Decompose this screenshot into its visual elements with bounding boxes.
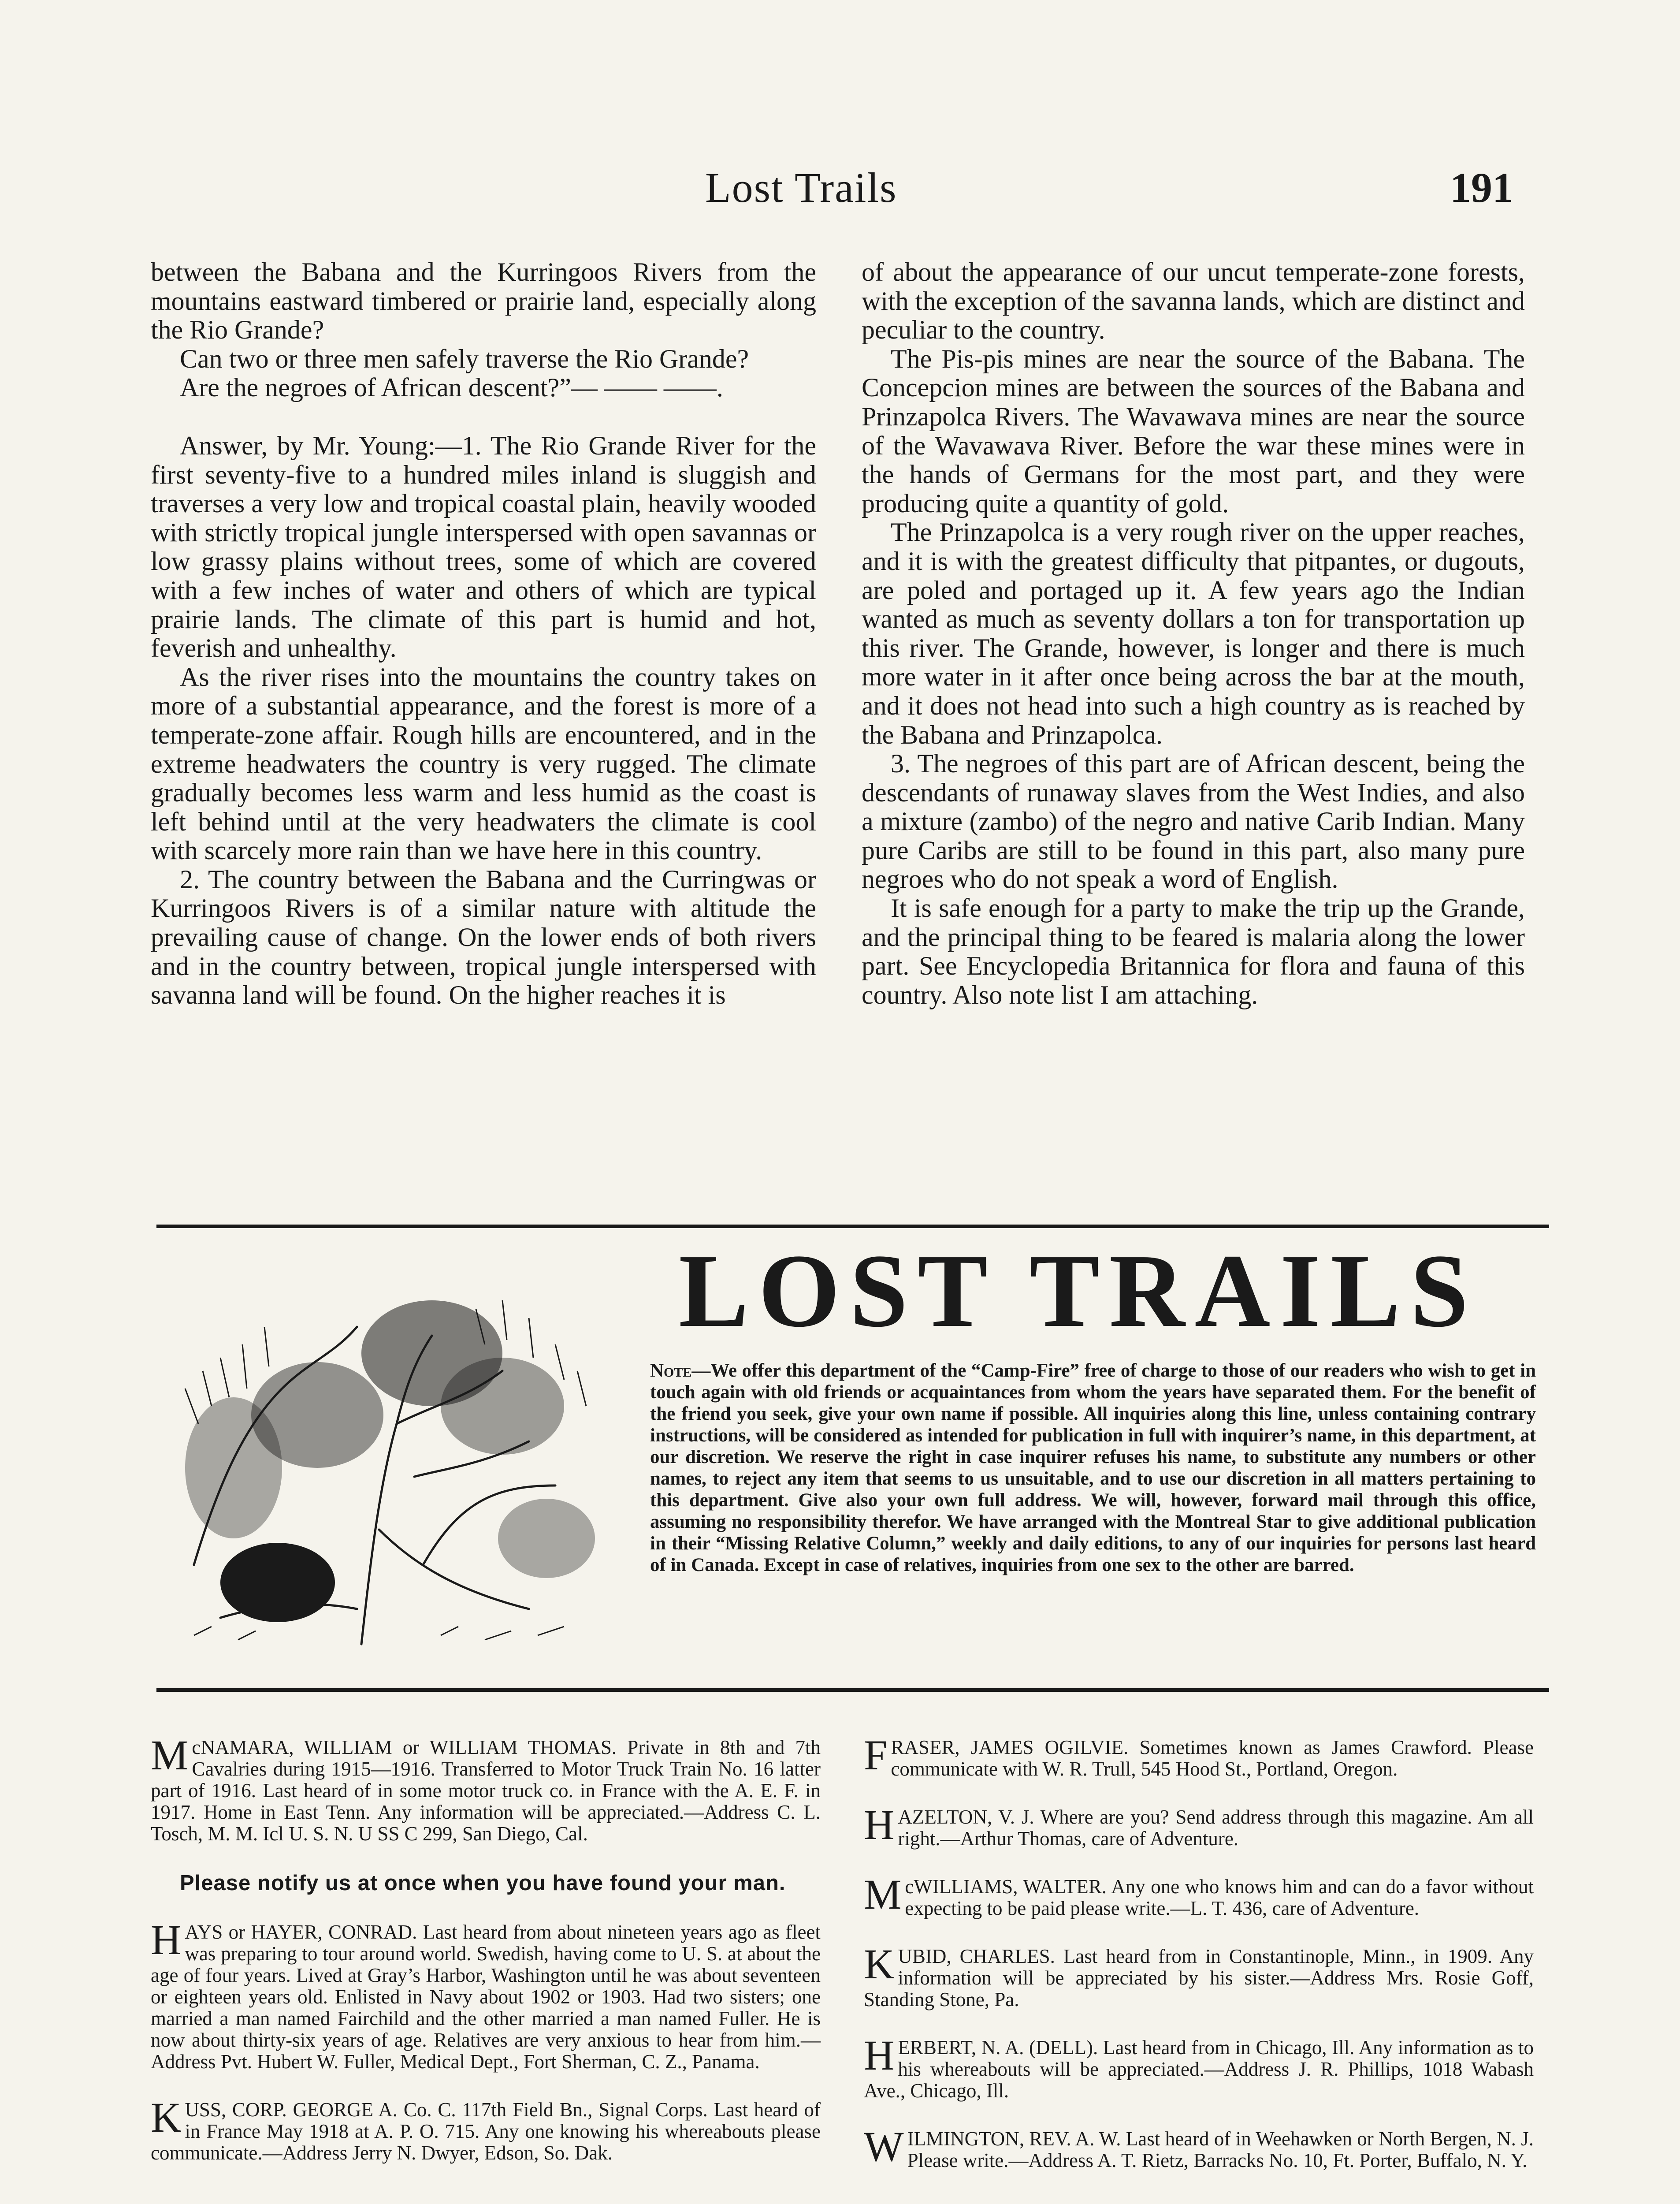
inquiry-text: ERBERT, N. A. (DELL). Last heard from in Chicago, Ill. Any information as to his whereabouts will be appreciated.—Address J. R. Phillips, 1018 Wabash Ave., Chicago, Ill. xyxy=(864,2036,1534,2102)
drop-cap: H xyxy=(864,1801,895,1848)
section-divider-top xyxy=(156,1225,1549,1228)
drop-cap: K xyxy=(864,1940,895,1988)
drop-cap: M xyxy=(864,1871,902,1918)
running-title: Lost Trails xyxy=(705,164,897,211)
drop-cap: M xyxy=(151,1731,189,1779)
paragraph: Are the negroes of African descent?”— —— ——. xyxy=(180,373,723,402)
paragraph: The Pis-pis mines are near the source of the Babana. The Concepcion mines are between the sources of the Babana and Prinzapolca Rivers. The Wavawava mines are near the source of the Wavawava River. Before the war these mines were in the hands of Germans for the most part, and they were producing quite a quantity of gold. xyxy=(862,344,1525,518)
inquiry-entry xyxy=(864,1731,1534,1780)
page-number: 191 xyxy=(1450,164,1513,211)
paragraph: 3. The negroes of this part are of African descent, being the descendants of runaway slaves from the West Indies, and also a mixture (zambo) of the negro and native Carib Indian. Many pure Caribs are still to be found in this part, also many pure negroes who do not speak a word of English. xyxy=(862,749,1525,894)
inquiry-entry xyxy=(151,1731,821,1845)
inquiry-text: cWILLIAMS, WALTER. Any one who knows him and can do a favor without expecting to be paid please write.—L. T. 436, care of Adventure. xyxy=(905,1876,1534,1919)
inquiry-text: UBID, CHARLES. Last heard from in Constantinople, Minn., in 1909. Any information will be appreciated by his sister.—Address Mrs. Rosie Goff, Standing Stone, Pa. xyxy=(864,1945,1534,2010)
note-text: —We offer this department of the “Camp-Fire” free of charge to those of our readers who wish to get in touch again with old friends or acquaintances from whom the years have separated them. For the benefit of the friend you seek, give your own name if possible. All inquiries along this line, unless containing contrary instructions, will be considered as intended for publication in full with inquirer’s name, in this department, at our discretion. We reserve the right in case inquirer refuses his name, to substitute any numbers or other names, to reject any item that seems to us unsuitable, and to use our discretion in all matters pertaining to this department. Give also your own full address. We will, however, forward mail through this office, assuming no responsibility therefor. We have arranged with the Montreal Star to give additional publication in their “Missing Relative Column,” weekly and daily editions, to any of our inquiries for persons last heard of in Canada. Except in case of relatives, inquiries from one sex to the other are barred. xyxy=(650,1360,1536,1575)
inquiry-entry xyxy=(864,2123,1534,2171)
paragraph: It is safe enough for a party to make the trip up the Grande, and the principal thing to be feared is malaria along the lower part. See Encyclopedia Britannica for flora and fauna of this country. Also note list I am attaching. xyxy=(862,894,1525,1009)
inquiry-text: USS, CORP. GEORGE A. Co. C. 117th Field Bn., Signal Corps. Last heard of in France May 1918 at A. P. O. 715. Any one knowing his whereabouts please communicate.—Address Jerry N. Dwyer, Edson, So. Dak. xyxy=(151,2099,821,2164)
article-column-left xyxy=(151,258,816,1010)
inquiry-entry xyxy=(864,1871,1534,1919)
inquiry-text: RASER, JAMES OGILVIE. Sometimes known as James Crawford. Please communicate with W. R. Trull, 545 Hood St., Portland, Oregon. xyxy=(891,1736,1534,1780)
article-column-right xyxy=(862,258,1525,1009)
paragraph: 2. The country between the Babana and the Curringwas or Kurringoos Rivers is of a similar nature with altitude the prevailing cause of change. On the lower ends of both rivers and in the country between, tropical jungle interspersed with savanna land will be found. On the higher reaches it is xyxy=(151,864,816,1010)
inquiry-text: AZELTON, V. J. Where are you? Send address through this magazine. Am all right.—Arthur Thomas, care of Adventure. xyxy=(898,1806,1534,1850)
inquiry-entry xyxy=(151,1916,821,2073)
section-title: LOST TRAILS xyxy=(679,1233,1479,1349)
inquiry-entry xyxy=(864,1801,1534,1850)
inquiry-entry xyxy=(151,2094,821,2164)
paragraph: Can two or three men safely traverse the Rio Grande? xyxy=(180,344,749,373)
paragraph: Answer, by Mr. Young:—1. The Rio Grande River for the first seventy-five to a hundred miles inland is sluggish and traverses a very low and tropical coastal plain, heavily wooded with strictly tropical jungle interspersed with open savannas or low grassy plains without trees, some of which are covered with a few inches of water and others of which are typical prairie lands. The climate of this part is humid and hot, feverish and unhealthy. xyxy=(151,431,816,663)
drop-cap: K xyxy=(151,2094,182,2141)
paragraph: The Prinzapolca is a very rough river on the upper reaches, and it is with the greatest difficulty that pitpantes, or dugouts, are poled and portaged up it. A few years ago the Indian wanted as much as seventy dollars a ton for transportation up this river. The Grande, however, is longer and there is much more water in it after once being across the bar at the mouth, and it does not head into such a high country as is reached by the Babana and Prinzapolca. xyxy=(862,517,1525,749)
drop-cap: H xyxy=(151,1916,182,1963)
inquiries-column-left xyxy=(151,1731,821,2190)
note-label: Note xyxy=(650,1360,692,1381)
inquiry-text: cNAMARA, WILLIAM or WILLIAM THOMAS. Private in 8th and 7th Cavalries during 1915—1916. Transferred to Motor Truck Train No. 16 latter part of 1916. Last heard of in some motor truck co. in France with the A. E. F. in 1917. Home in East Tenn. Any information will be appreciated.—Address C. L. Tosch, M. M. Icl U. S. N. U SS C 299, San Diego, Cal. xyxy=(151,1736,821,1845)
department-note xyxy=(650,1360,1536,1576)
forest-trail-illustration xyxy=(167,1256,608,1653)
paragraph: between the Babana and the Kurringoos Rivers from the mountains eastward timbered or prairie land, especially along the Rio Grande? xyxy=(151,257,816,345)
inquiry-entry xyxy=(864,1940,1534,2010)
inquiry-text: ILMINGTON, REV. A. W. Last heard of in Weehawken or North Bergen, N. J. Please write.—Address A. T. Rietz, Barracks No. 10, Ft. Porter, Buffalo, N. Y. xyxy=(907,2128,1534,2171)
section-divider-bottom xyxy=(156,1688,1549,1692)
drop-cap: H xyxy=(864,2032,895,2079)
drop-cap: F xyxy=(864,1731,888,1779)
inquiries-column-right xyxy=(864,1731,1534,2198)
paragraph: of about the appearance of our uncut temperate-zone forests, with the exception of the savanna lands, which are distinct and peculiar to the country. xyxy=(862,257,1525,345)
paragraph: As the river rises into the mountains the country takes on more of a substantial appearance, and the forest is more of a temperate-zone affair. Rough hills are encountered, and in the extreme headwaters the country is very rugged. The climate gradually becomes less warm and less humid as the coast is left behind until at the very headwaters the climate is cool with scarcely more rain than we have here in this country. xyxy=(151,662,816,865)
drop-cap: W xyxy=(864,2123,904,2170)
inquiry-text: AYS or HAYER, CONRAD. Last heard from about nineteen years ago as fleet was preparing to tour around world. Swedish, having come to U. S. at about the age of four years. Lived at Gray’s Harbor, Washington until he was about seventeen or eighteen years old. Enlisted in Navy about 1902 or 1903. Had two sisters; one married a man named Fairchild and the other married a man named Fuller. He is now about thirty-six years of age. Relatives are very anxious to hear from him.—Address Pvt. Hubert W. Fuller, Medical Dept., Fort Sherman, C. Z., Panama. xyxy=(151,1921,821,2073)
notice: Please notify us at once when you have found your man. xyxy=(180,1871,786,1895)
inquiry-entry xyxy=(864,2032,1534,2102)
